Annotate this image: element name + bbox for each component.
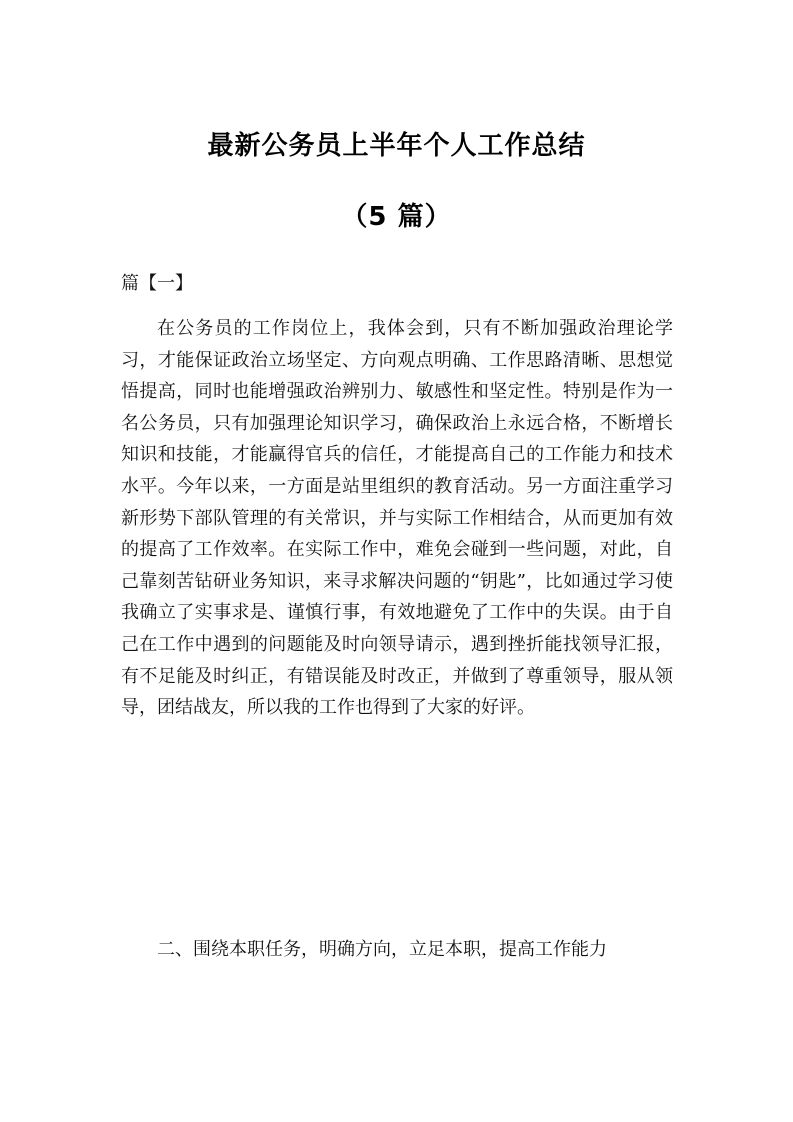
body-paragraph: 在公务员的工作岗位上，我体会到，只有不断加强政治理论学习，才能保证政治立场坚定、方向观点明确、工作思路清晰、思想觉悟提高，同时也能增强政治辨别力、敏感性和坚定性。特别是作为一名公务员，只有加强理论知识学习，确保政治上永远合格，不断增长知识和技能，才能赢得官兵的信任，才能提高自己的工作能力和技术水平。今年以来，一方面是站里组织的教育活动。另一方面注重学习新形势下部队管理的有关常识，并与实际工作相结合，从而更加有效的提高了工作效率。在实际工作中，难免会碰到一些问题，对此，自己靠刻苦钻研业务知识，来寻求解决问题的“钥匙”，比如通过学习使我确立了实事求是、谨慎行事，有效地避免了工作中的失误。由于自己在工作中遇到的问题能及时向领导请示，遇到挫折能找领导汇报，有不足能及时纠正，有错误能及时改正，并做到了尊重领导，服从领导，团结战友，所以我的工作也得到了大家的好评。: [121, 318, 673, 719]
document-title: 最新公务员上半年个人工作总结: [207, 131, 586, 161]
document-subtitle: （5 篇）: [341, 202, 452, 232]
section-label: 篇【一】: [121, 273, 193, 294]
section-heading-paragraph: 二、围绕本职任务，明确方向，立足本职，提高工作能力: [157, 939, 607, 960]
